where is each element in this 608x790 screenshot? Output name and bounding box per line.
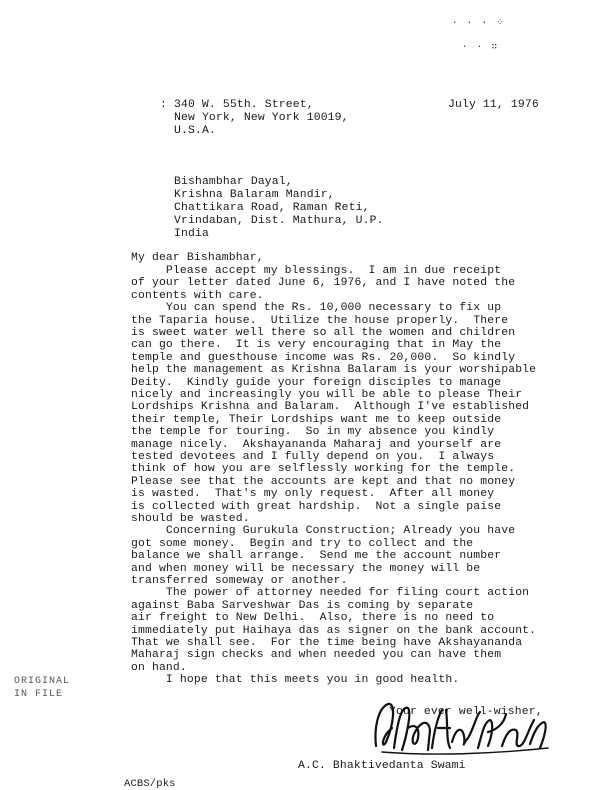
salutation: My dear Bishambhar, xyxy=(131,252,264,264)
body-line: Please see that the accounts are kept and that no money xyxy=(131,475,516,488)
recipient-line: India xyxy=(174,228,209,240)
body-line: That we shall see. For the time being have Akshayananda xyxy=(131,637,523,649)
body-line: against Baba Sarveshwar Das is coming by separate xyxy=(131,599,474,612)
handwritten-signature xyxy=(372,698,552,758)
body-line: balance we shall arrange. Send me the account number xyxy=(131,550,502,563)
body-line: Maharaj sign checks and when needed you can have them xyxy=(131,649,502,662)
body-line: I hope that this meets you in good health. xyxy=(131,674,460,687)
recipient-line: Bishambhar Dayal, xyxy=(174,176,293,188)
body-line: help the management as Krishna Balaram is your worshipable xyxy=(131,364,537,377)
body-line: the temple for touring. So in my absence you kindly xyxy=(131,426,495,439)
body-line: contents with care. xyxy=(131,289,264,302)
recipient-line: Vrindaban, Dist. Mathura, U.P. xyxy=(174,215,384,227)
corner-mark-bottom: · · ∷ xyxy=(462,42,500,52)
sender-address-line: U.S.A. xyxy=(174,125,216,137)
body-line: tested devotees and I fully depend on you. I always xyxy=(131,451,495,463)
body-line: their temple, Their Lordships want me to keep outside xyxy=(131,413,502,426)
body-line: think of how you are selflessly working for the temple. xyxy=(131,463,516,476)
body-line: The power of attorney needed for filing court action xyxy=(131,587,530,600)
letter-date: July 11, 1976 xyxy=(448,99,539,111)
body-line: got some money. Begin and try to collect and the xyxy=(131,537,474,550)
recipient-line: Chattikara Road, Raman Reti, xyxy=(174,202,370,214)
body-line: Lordships Krishna and Balaram. Although I've established xyxy=(131,401,530,414)
body-line: is wasted. That's my only request. After all money xyxy=(131,488,495,501)
body-line: temple and guesthouse income was Rs. 20,000. So kindly xyxy=(131,351,516,364)
body-line: on hand. xyxy=(131,661,187,674)
corner-mark-top: · · · ⁘ xyxy=(452,18,506,28)
typist-initials: ACBS/pks xyxy=(124,778,176,790)
body-line: air freight to New Delhi. Also, there is no need to xyxy=(131,612,495,625)
body-line: the Taparia house. Utilize the house properly. There xyxy=(131,314,509,327)
signature-name: A.C. Bhaktivedanta Swami xyxy=(298,760,466,772)
body-line: is sweet water well there so all the women and children xyxy=(131,327,516,339)
sender-address-line: : 340 W. 55th. Street, xyxy=(160,99,314,111)
body-line: immediately put Haihaya das as signer on the bank account. xyxy=(131,624,537,637)
body-line: You can spend the Rs. 10,000 necessary to fix up xyxy=(131,302,502,315)
body-line: is collected with great hardship. Not a single paise xyxy=(131,500,502,513)
recipient-line: Krishna Balaram Mandir, xyxy=(174,189,335,201)
margin-stamp-line: IN FILE xyxy=(14,689,64,700)
body-line: transferred someway or another. xyxy=(131,575,348,587)
body-line: of your letter dated June 6, 1976, and I have noted the xyxy=(131,277,516,290)
margin-stamp-line: ORIGINAL xyxy=(14,676,71,687)
body-line: Concerning Gurukula Construction; Already you have xyxy=(131,525,516,538)
body-line: can go there. It is very encouraging that in May the xyxy=(131,339,502,352)
sender-address-line: New York, New York 10019, xyxy=(174,112,349,124)
body-line: Deity. Kindly guide your foreign disciples to manage xyxy=(131,376,502,389)
closing: Your ever well-wisher, xyxy=(389,706,543,718)
body-line: and when money will be necessary the money will be xyxy=(131,562,481,575)
body-line: manage nicely. Akshayananda Maharaj and yourself are xyxy=(131,438,502,451)
body-line: Please accept my blessings. I am in due receipt xyxy=(131,265,502,277)
body-line: should be wasted. xyxy=(131,513,250,525)
body-line: nicely and increasingly you will be able to please Their xyxy=(131,389,523,401)
